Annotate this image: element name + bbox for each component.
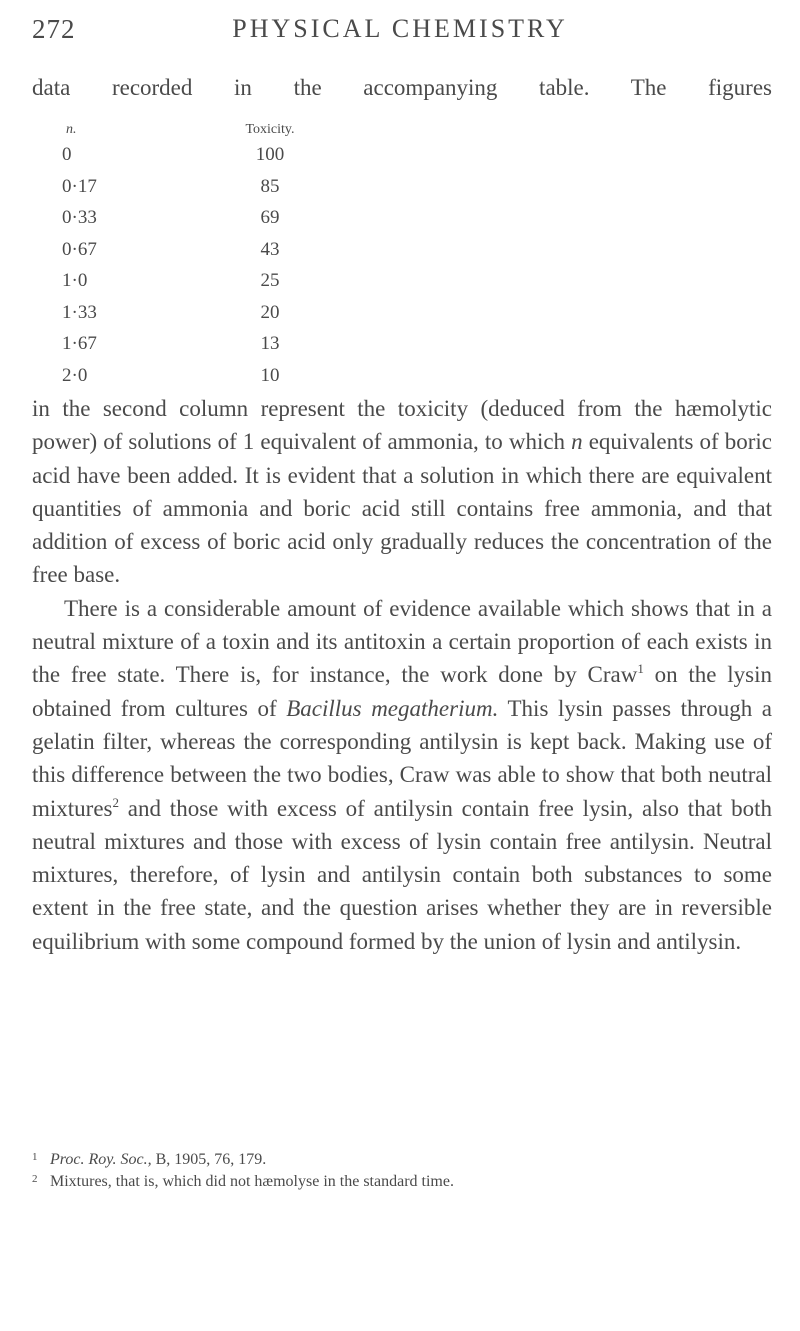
variable-n: n <box>571 429 583 455</box>
table-row <box>0 144 800 176</box>
footnotes <box>32 1149 772 1193</box>
page-number: 272 <box>32 14 76 44</box>
paragraph-2 <box>32 592 772 958</box>
table-row <box>0 302 800 334</box>
footnote-text: Mixtures, that is, which did not hæmolyse in the standard time. <box>50 1173 454 1190</box>
column-header-n: n. <box>66 122 77 137</box>
table-header-row <box>0 116 800 144</box>
footnote-1 <box>32 1149 772 1171</box>
footnote-2 <box>32 1171 772 1193</box>
page-header <box>0 14 800 54</box>
cell-n: 0 <box>62 144 72 165</box>
cell-toxicity: 85 <box>260 175 280 197</box>
para2-text-a: There is a considerable amount of evidence available which shows that in a neutral mixture of a toxin and its antitoxin a certain proportion of each exists in the free state. There is, for instance, the work done by Craw <box>32 595 772 688</box>
footnote-ref-2[interactable]: 2 <box>112 794 119 810</box>
cell-toxicity: 13 <box>260 333 280 354</box>
cell-n: 2·0 <box>62 364 88 386</box>
table-row <box>0 207 800 239</box>
cell-toxicity: 100 <box>255 144 285 165</box>
cell-toxicity: 25 <box>260 270 280 291</box>
cell-n: 0·17 <box>62 175 97 197</box>
cell-toxicity: 69 <box>260 207 280 228</box>
species-name: Bacillus megatherium. <box>286 695 499 721</box>
cell-n: 0·67 <box>62 238 97 260</box>
footnote-ref-1[interactable]: 1 <box>637 661 644 677</box>
intro-line: data recorded in the accompanying table. The figures <box>32 75 772 100</box>
cell-n: 1·67 <box>62 333 97 354</box>
cell-toxicity: 20 <box>260 301 280 323</box>
footnote-mark: 2 <box>32 1173 38 1185</box>
table-row <box>0 176 800 208</box>
running-title: PHYSICAL CHEMISTRY <box>232 14 568 43</box>
para1-text-b: equivalents of boric acid have been added. It is evident that a solution in which there are equivalent quantities of ammonia and boric acid still contains free ammonia, and that addition of excess of boric acid only gradually reduces the concentration of the free base. <box>32 429 772 588</box>
cell-n: 1·33 <box>62 301 97 323</box>
cell-n: 1·0 <box>62 270 88 291</box>
body-text <box>32 392 772 958</box>
footnote-text: B, 1905, 76, 179. <box>151 1151 267 1168</box>
toxicity-table <box>0 116 800 396</box>
para2-text-b: on the lysin obtained from cultures of <box>32 662 772 721</box>
table-row <box>0 270 800 302</box>
cell-n: 0·33 <box>62 207 97 228</box>
paragraph-1 <box>32 392 772 592</box>
column-header-toxicity: Toxicity. <box>245 122 295 137</box>
footnote-mark: 1 <box>32 1151 38 1163</box>
para2-text-d: and those with excess of antilysin contain free lysin, also that both neutral mixtures and those with excess of lysin contain free antilysin. Neutral mixtures, therefore, of lysin and antilysin contain both substances to some extent in the free state, and the question arises whether they are in reversible equilibrium with some compound formed by the union of lysin and antilysin. <box>32 795 772 954</box>
footnote-journal: Proc. Roy. Soc., <box>50 1151 152 1168</box>
cell-toxicity: 43 <box>260 238 280 260</box>
cell-toxicity: 10 <box>260 364 280 386</box>
table-row <box>0 333 800 365</box>
para1-text-a: in the second column represent the toxicity (deduced from the hæmolytic power) of solutions of 1 equivalent of ammonia, to which <box>32 396 772 455</box>
para2-text-c: This lysin passes through a gelatin filter, whereas the corresponding antilysin is kept back. Making use of this difference between the two bodies, Craw was able to show that both neutral mixtures <box>32 695 773 821</box>
table-row <box>0 239 800 271</box>
